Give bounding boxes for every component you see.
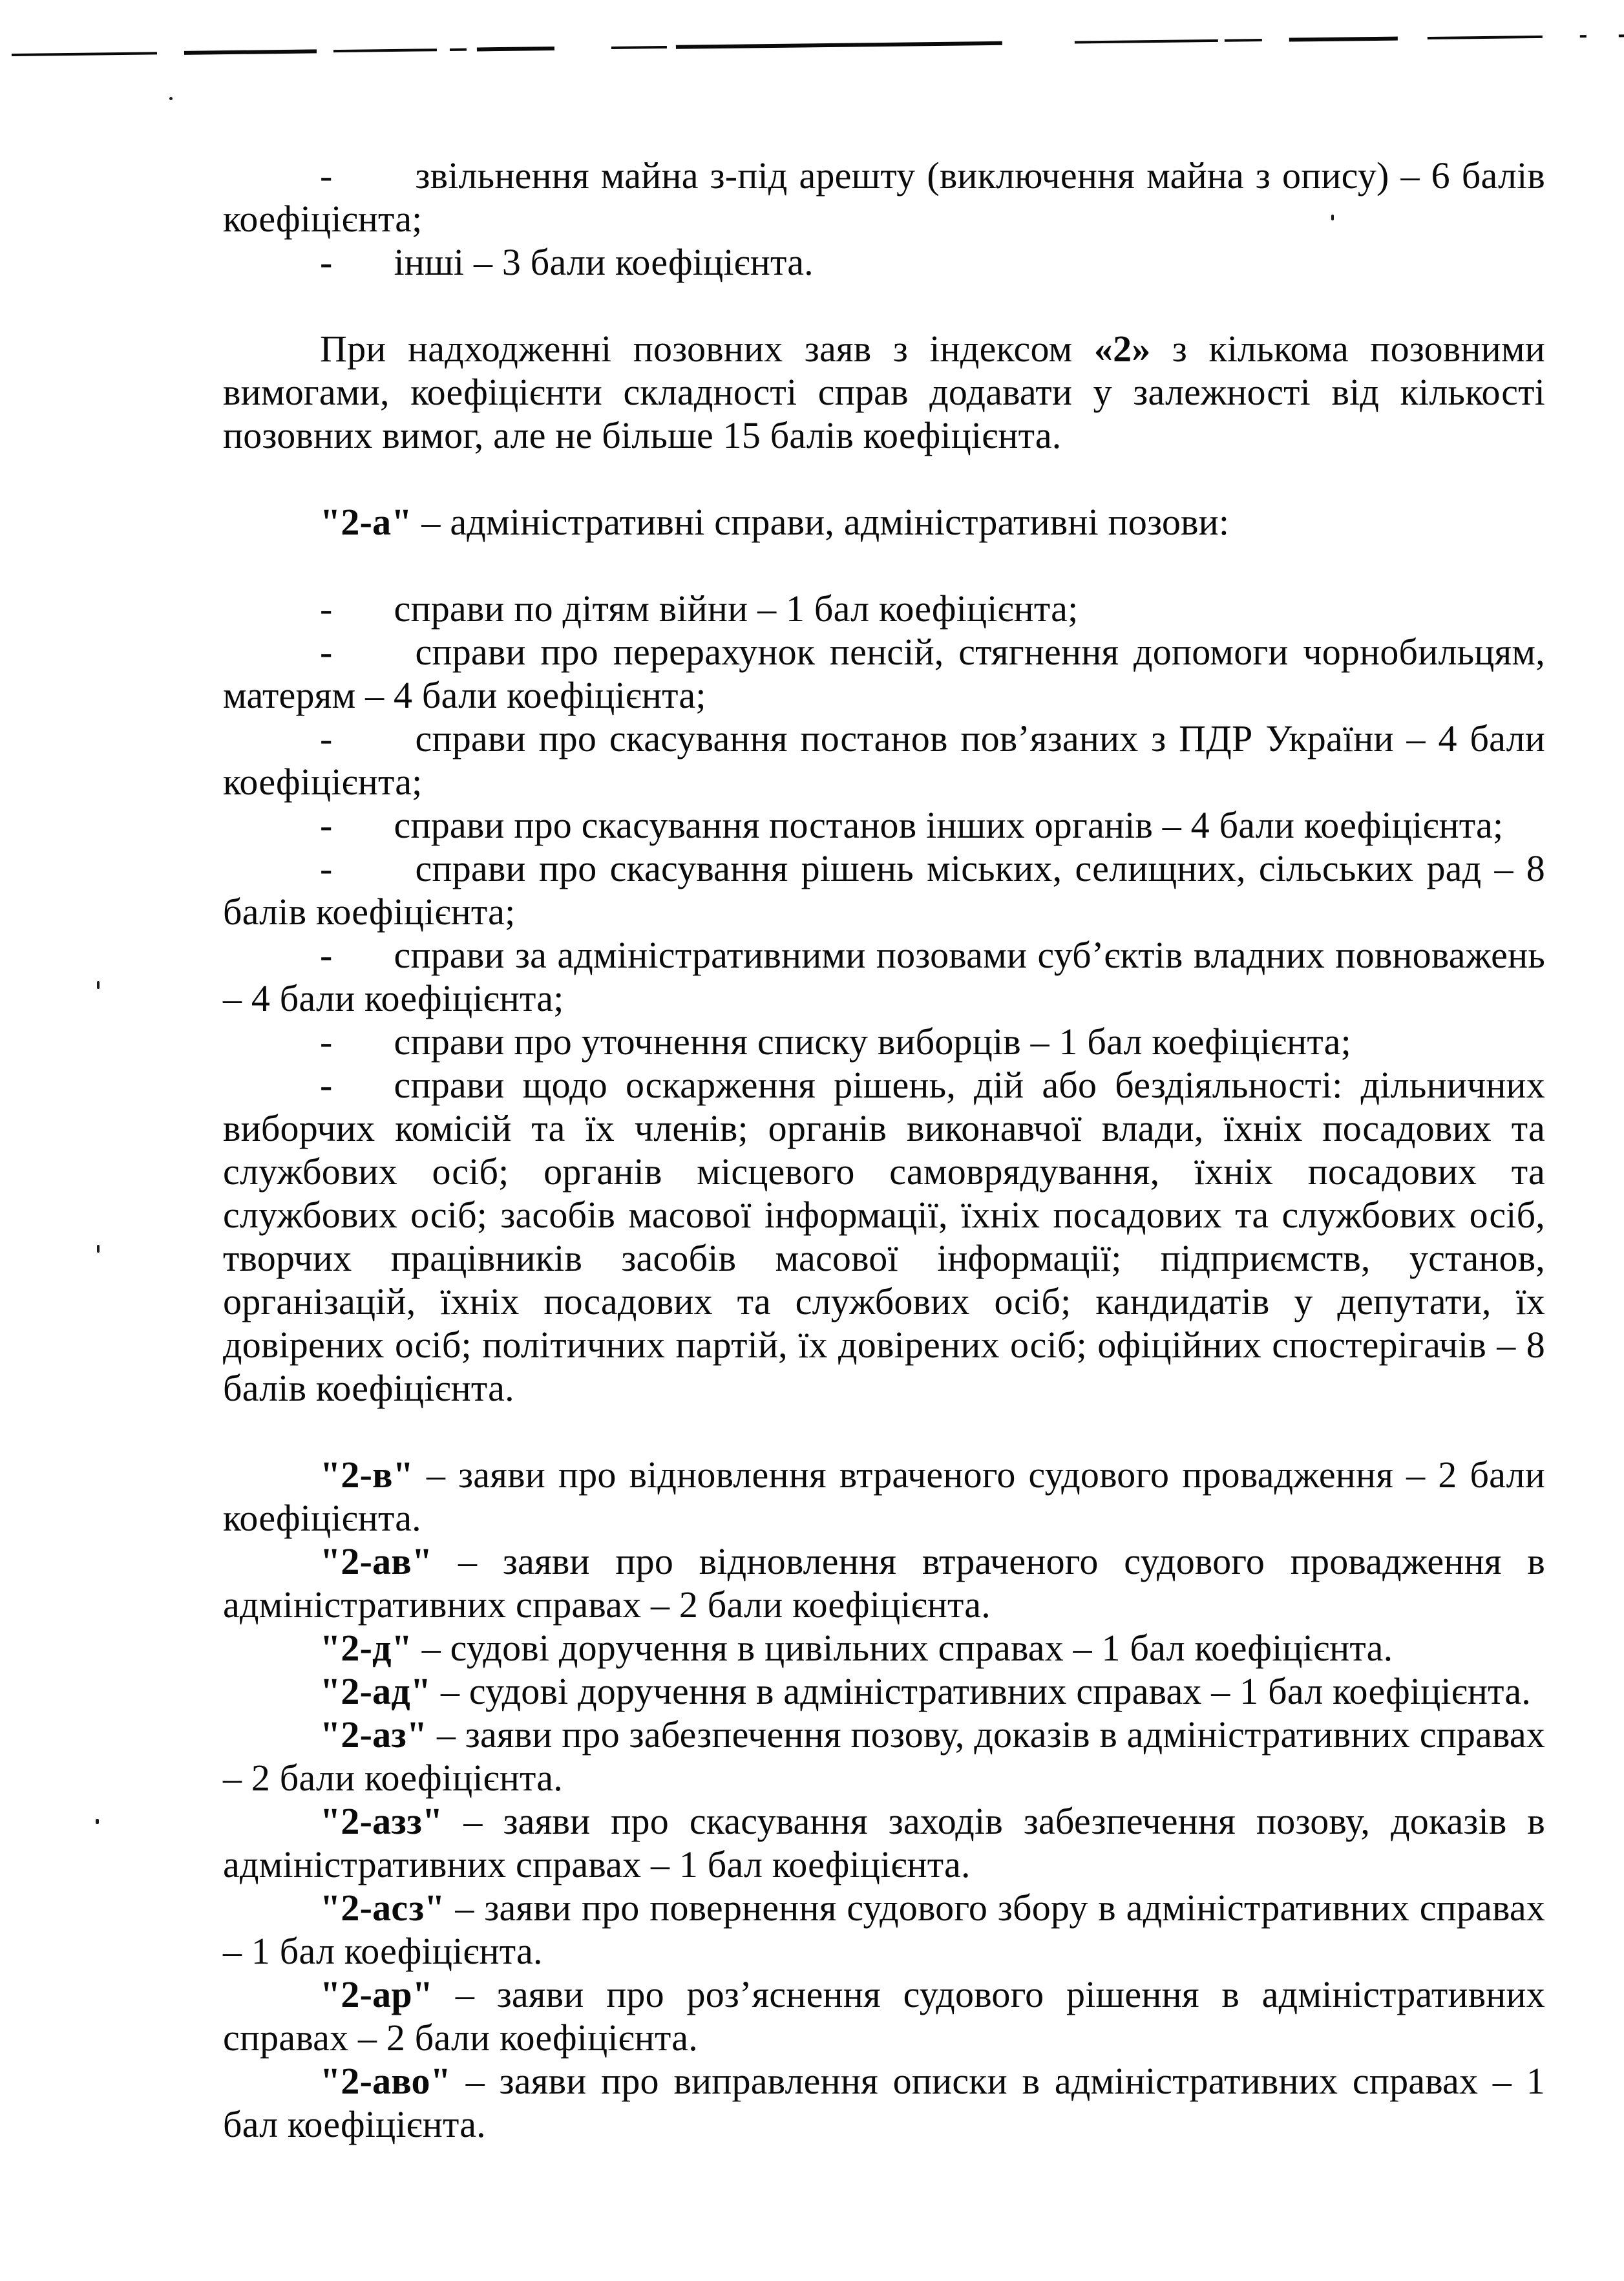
bullet-dash: - [320, 717, 333, 759]
list-item-text: справи про скасування постанов пов’язаних з ПДР України – 4 бали коефіцієнта; [223, 717, 1545, 803]
paragraph-index-2v [223, 1453, 1545, 1540]
blank-line [223, 544, 1545, 587]
index-label: "2-асз" [320, 1887, 445, 1929]
paragraph-index-2av [223, 1540, 1545, 1626]
list-item-appeals-decisions [223, 1063, 1545, 1410]
bullet-dash: - [320, 241, 333, 283]
paragraph-index-2az [223, 1713, 1545, 1799]
index-label: "2-ад" [320, 1670, 432, 1712]
list-item-power-subjects-claims [223, 933, 1545, 1020]
index-label: "2-аз" [320, 1713, 428, 1756]
paragraph-text: – заяви про забезпечення позову, доказів в адміністративних справах – 2 бали коефіцієнта. [223, 1713, 1545, 1799]
list-item-text: справи щодо оскарження рішень, дій або бездіяльності: дільничних виборчих комісій та їх членів; органів виконавчої влади, їхніх посадових та службових осіб; органів місцевого самоврядування, їхніх посадових та службових осіб; засобів масової інформації, їхніх посадових та службових осіб, творчих працівників засобів масової інформації; підприємств, установ, організацій, їхніх посадових та службових осіб; кандидатів у депутати, їх довірених осіб; політичних партій, їх довірених осіб; офіційних спостерігачів – 8 балів коефіцієнта. [223, 1064, 1545, 1409]
list-item-other-bodies-resolutions [223, 803, 1545, 847]
paragraph-index-2ar [223, 1973, 1545, 2059]
document-body [223, 154, 1545, 2146]
paragraph-text: – заяви про відновлення втраченого судового провадження в адміністративних справах – 2 бали коефіцієнта. [223, 1540, 1545, 1626]
paragraph-index-2asz [223, 1886, 1545, 1973]
paragraph-text: При надходженні позовних заяв з індексом [320, 328, 1094, 370]
heading-text: – адміністративні справи, адміністративні позови: [412, 501, 1230, 543]
paragraph-index-2d [223, 1626, 1545, 1670]
bullet-dash: - [320, 847, 333, 889]
list-item-text: інші – 3 бали коефіцієнта. [394, 241, 814, 283]
index-label: "2-а" [320, 501, 412, 543]
list-item-text: справи про скасування рішень міських, селищних, сільських рад – 8 балів коефіцієнта; [223, 847, 1545, 933]
list-item-text: справи про скасування постанов інших органів – 4 бали коефіцієнта; [394, 804, 1504, 846]
bullet-dash: - [320, 1021, 333, 1063]
list-item-council-decisions [223, 847, 1545, 933]
index-label: "2-ав" [320, 1540, 433, 1582]
bullet-dash: - [320, 804, 333, 846]
list-item-children-of-war [223, 587, 1545, 630]
paragraph-text: – судові доручення в цивільних справах – 1 бал коефіцієнта. [412, 1627, 1393, 1669]
list-item-text: справи за адміністративними позовами суб’єктів владних повноважень – 4 бали коефіцієнта; [223, 934, 1545, 1019]
bullet-dash: - [320, 588, 333, 630]
paragraph-text: – заяви про відновлення втраченого судового провадження – 2 бали коефіцієнта. [223, 1454, 1545, 1539]
list-item-other [223, 240, 1545, 284]
list-item-pension-recalculation [223, 630, 1545, 717]
paragraph-text: – заяви про виправлення описки в адміністративних справах – 1 бал коефіцієнта. [223, 2060, 1545, 2145]
bullet-dash: - [320, 934, 333, 976]
paragraph-index-2ad [223, 1670, 1545, 1713]
paragraph-text: – заяви про скасування заходів забезпечення позову, доказів в адміністративних справах – 1 бал коефіцієнта. [223, 1800, 1545, 1885]
index-label: "2-д" [320, 1627, 413, 1669]
heading-index-2a [223, 500, 1545, 544]
list-item-traffic-rules-resolutions [223, 717, 1545, 803]
index-label: "2-аво" [320, 2060, 452, 2102]
paragraph-index-2azz [223, 1799, 1545, 1886]
index-2-bold: «2» [1093, 328, 1151, 370]
blank-line [223, 457, 1545, 500]
index-label: "2-азз" [320, 1800, 443, 1842]
list-item-voter-list [223, 1020, 1545, 1063]
scan-speck [97, 1245, 100, 1253]
list-item-text: справи про перерахунок пенсій, стягнення допомоги чорнобильцям, матерям – 4 бали коефіцієнта; [223, 631, 1545, 716]
scan-artifact-line [12, 34, 1596, 58]
blank-line [223, 1410, 1545, 1453]
paragraph-text: – заяви про повернення судового збору в адміністративних справах – 1 бал коефіцієнта. [223, 1887, 1545, 1972]
index-label: "2-ар" [320, 1973, 434, 2015]
index-label: "2-в" [320, 1454, 414, 1496]
list-item-text: справи про уточнення списку виборців – 1 бал коефіцієнта; [394, 1021, 1351, 1063]
paragraph-text: з кількома позовними вимогами, коефіцієнти складності справ додавати у залежності від кількості позовних вимог, але не більше 15 балів коефіцієнта. [223, 328, 1545, 456]
blank-line [223, 284, 1545, 327]
paragraph-text: – заяви про роз’яснення судового рішення в адміністративних справах – 2 бали коефіцієнта. [223, 1973, 1545, 2059]
bullet-dash: - [320, 1064, 333, 1106]
bullet-dash: - [320, 631, 333, 673]
scan-speck [169, 97, 173, 100]
paragraph-index-2avo [223, 2059, 1545, 2146]
list-item-text: звільнення майна з-під арешту (виключення майна з опису) – 6 балів коефіцієнта; [223, 154, 1545, 240]
bullet-dash: - [320, 154, 333, 196]
paragraph-text: – судові доручення в адміністративних справах – 1 бал коефіцієнта. [431, 1670, 1531, 1712]
list-item-release-property [223, 154, 1545, 240]
paragraph-index-2-rule [223, 327, 1545, 457]
list-item-text: справи по дітям війни – 1 бал коефіцієнта; [394, 588, 1079, 630]
scan-speck [96, 1819, 99, 1824]
scan-speck [97, 981, 100, 989]
